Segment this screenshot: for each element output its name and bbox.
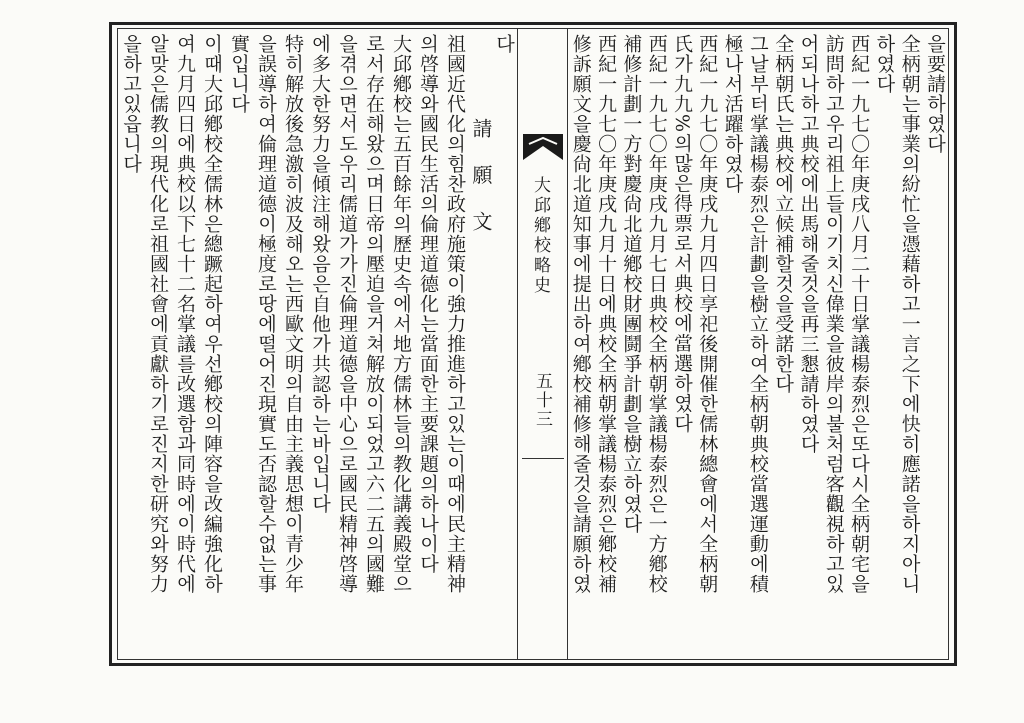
text-column: 特히解放後急激히波及해오는西歐文明의自由主義思想이青少年 [282,34,304,594]
text-column: 大邱鄕校는五百餘年의歷史속에서地方儒林들의教化講義殿堂으 [390,34,412,594]
text-column: 그날부터掌議楊泰烈은計劃을樹立하여全柄朝典校當選運動에積 [746,34,769,594]
text-column: 極나서活躍하였다 [721,34,744,194]
text-column: 西紀一九七〇年庚戌九月四日享祀後開催한儒林總會에서全柄朝 [696,34,719,594]
gutter-left-rule [517,28,518,660]
text-column: 을겪으면서도우리儒道가가진倫理道德을中心으로國民精神啓導 [336,34,358,594]
text-column: 實입니다 [228,34,250,114]
text-column: 西紀一九七〇年庚戌九月七日典校全柄朝掌議楊泰烈은一方鄕校 [645,34,668,594]
text-column: 을하고있읍니다 [120,34,142,174]
gutter-book-title: 大邱鄕校略史 [530,176,550,296]
text-column: 에多大한努力을傾注해왔음은自他가共認하는바입니다 [309,34,331,514]
text-column: 이때大邱鄕校全儒林은總蹶起하여우선鄕校의陣容을改編強化하 [201,34,223,594]
gutter-tick [522,458,564,459]
text-column: 全柄朝氏는典校에立候補할것을受諾한다 [772,34,795,394]
text-column: 氏가九九%의많은得票로서典校에當選하였다 [671,34,693,434]
text-column: 하였다 [873,34,896,94]
fishtail-ornament-icon [523,134,563,160]
text-column: 祖國近代化의힘찬政府施策이強力推進하고있는이때에民主精神 [444,34,466,594]
text-column: 의啓導와國民生活의倫理道德化는當面한主要課題의하나이다 [417,34,439,574]
page-number: 五十三 [532,372,552,429]
text-column: 로서存在해왔으며日帝의壓迫을거쳐解放이되었고六二五의國難 [363,34,385,594]
text-column: 어되나하고典校에出馬해줄것을再三懇請하였다 [797,34,820,454]
text-column: 補修計劃一方對慶尙北道鄕校財團鬪爭計劃을樹立하였다 [620,34,643,534]
text-column: 修訴願文을慶尙北道知事에提出하여鄕校補修해줄것을請願하였 [569,34,592,594]
text-column: 알맞은儒教의現代化로祖國社會에貢獻하기로진지한研究와努力 [147,34,169,594]
section-heading: 請 願 文 [469,118,493,241]
text-column: 西紀一九七〇年庚戌九月十日에典校全柄朝掌議楊泰烈은鄕校補 [595,34,618,594]
text-column: 全柄朝는事業의紛忙을憑藉하고一言之下에快히應諾을하지아니 [898,34,921,594]
text-column: 을誤導하여倫理道德이極度로땅에떨어진現實도否認할수없는事 [255,34,277,594]
text-column-continued: 다 [493,34,515,54]
text-column: 訪問하고우리祖上들이기치신偉業을彼岸의불처럼客觀視하고있 [822,34,845,594]
text-column: 西紀一九七〇年庚戌八月二十日掌議楊泰烈은또다시全柄朝宅을 [848,34,871,594]
text-column: 여九月四日에典校以下七十二名掌議를改選함과同時에이時代에 [174,34,196,594]
text-column: 을要請하였다 [924,34,946,154]
